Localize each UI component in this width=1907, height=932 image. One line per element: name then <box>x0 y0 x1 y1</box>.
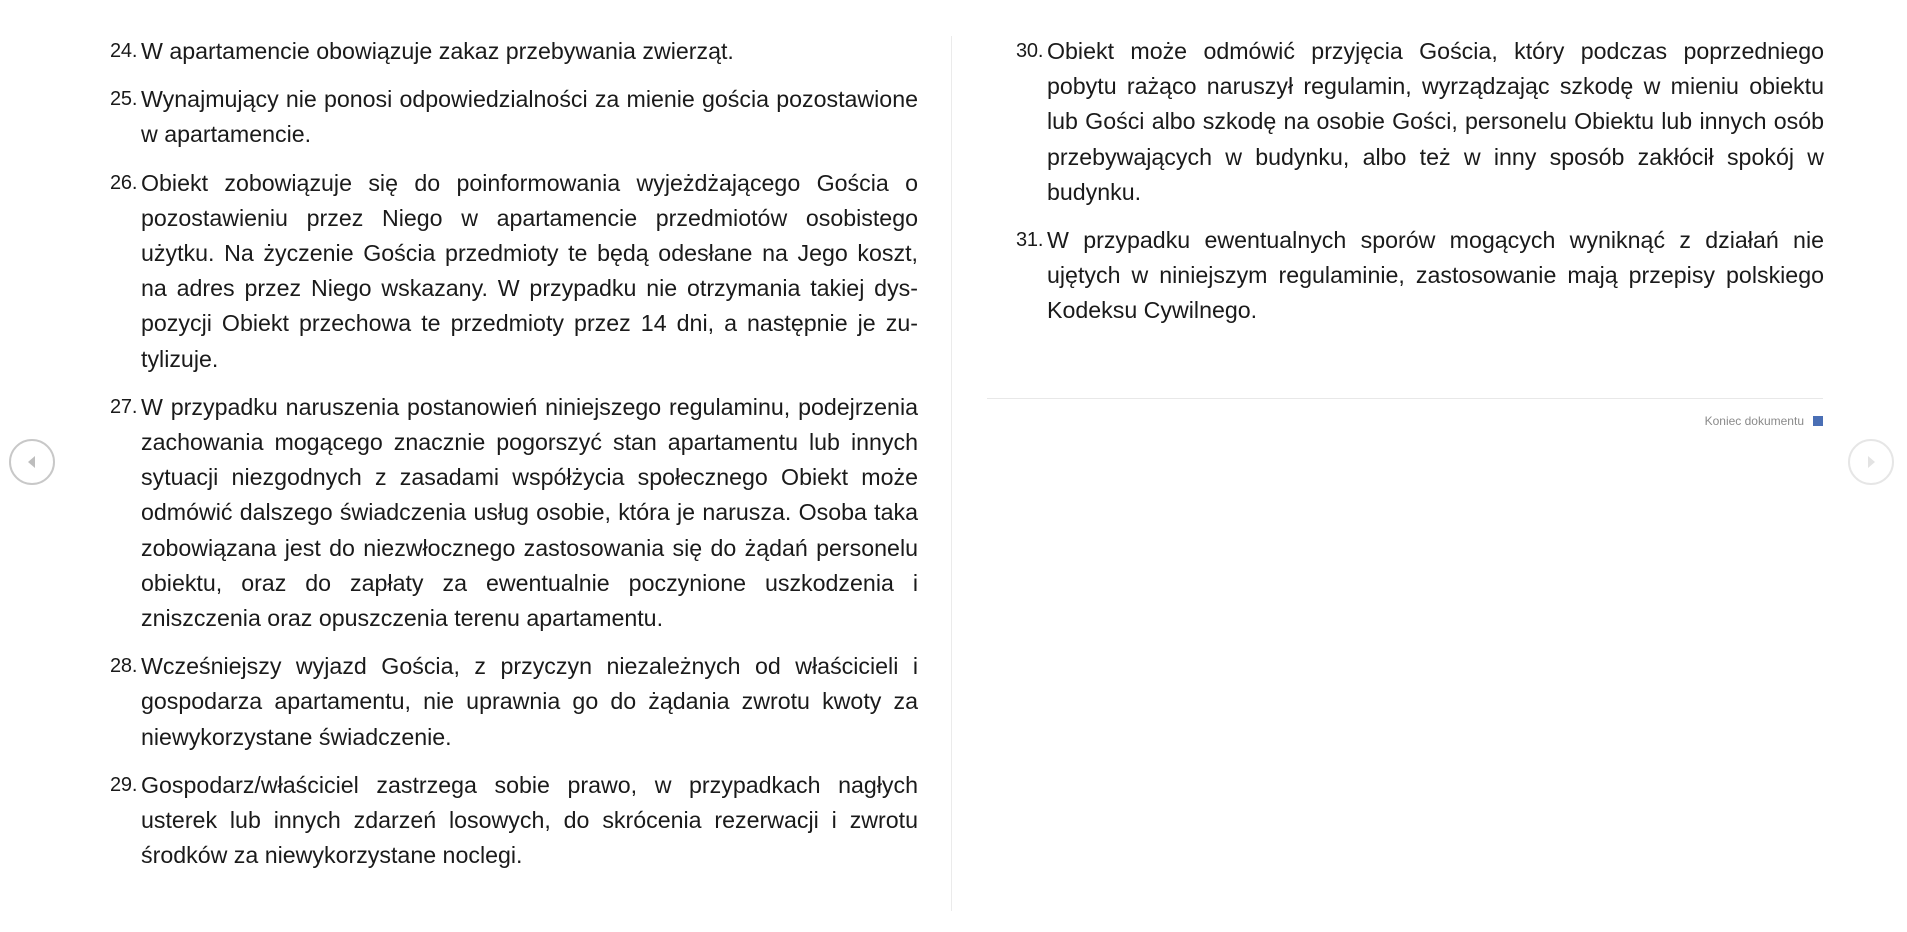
list-item <box>110 82 918 152</box>
list-item <box>110 166 918 377</box>
item-number: 28. <box>110 655 138 678</box>
item-number: 31. <box>1016 229 1044 252</box>
end-of-document-rule <box>987 398 1823 399</box>
left-column <box>110 34 918 886</box>
chevron-left-icon <box>22 452 42 472</box>
item-text: Gospodarz/właściciel zastrzega sobie prawo, w przypadkach nagłych usterek lub innych zdarzeń losowych, do skrócenia rezerwacji i zwrotu środków za niewykorzystane noclegi. <box>141 771 918 869</box>
end-of-document-label: Koniec dokumentu <box>1704 414 1804 428</box>
item-text: W apartamencie obowiązuje zakaz przebywania zwierząt. <box>141 38 734 64</box>
right-column <box>1016 34 1824 342</box>
item-text: W przypadku naruszenia postanowień niniejszego regulaminu, podejrzenia zachowania mogącego znacznie pogorszyć stan apartamentu lub innych sytuacji niezgodnych z zasadami współżycia społecznego Obiekt może odmówić dalszego świadczenia usług osobie, która je narusza. Osoba taka zobowiązana jest do niezwłocznego zastosowania się do żądań personelu obiektu, oraz do zapłaty za ewentualnie poczynione uszkodzenia i zniszczenia oraz opuszczenia terenu apartamentu. <box>141 393 918 632</box>
item-text: Obiekt może odmówić przyjęcia Gościa, który podczas poprzedniego pobytu rażąco naruszył regulamin, wyrządzając szkodę w mieniu obiektu lub Gości albo szkodę na osobie Gości, personelu Obiektu lub innych osób przebywających w budynku, albo też w inny sposób zakłócił spokój w budynku. <box>1047 38 1824 205</box>
item-number: 30. <box>1016 40 1044 62</box>
item-number: 27. <box>110 395 138 418</box>
end-of-document-marker <box>1705 414 1823 428</box>
rules-list-left <box>110 34 918 873</box>
item-text: Wynajmujący nie ponosi odpowiedzialności za mienie gościa pozostawione w apartamencie. <box>141 86 918 148</box>
list-item <box>1016 223 1824 329</box>
item-number: 25. <box>110 88 138 111</box>
end-square-icon <box>1813 416 1823 426</box>
next-page-button[interactable] <box>1848 439 1894 485</box>
item-number: 26. <box>110 171 138 194</box>
list-item <box>1016 34 1824 210</box>
item-text: Obiekt zobowiązuje się do poinformowania wyjeżdżającego Gościa o pozostawieniu przez Niego w apartamencie przedmiotów osobistego użytku. Na życzenie Gościa przedmioty te będą odesłane na Jego koszt, na adres przez Niego wskazany. W przypadku nie otrzymania takiej dyspozycji Obiekt przechowa te przedmioty przez 14 dni, a następnie je zutylizuje. <box>141 169 918 372</box>
item-number: 24. <box>110 40 138 62</box>
chevron-right-icon <box>1861 452 1881 472</box>
item-text: Wcześniejszy wyjazd Gościa, z przyczyn niezależnych od właścicieli i gospodarza apartamentu, nie uprawnia go do żądania zwrotu kwoty za niewykorzystane świadczenie. <box>141 653 918 750</box>
list-item <box>110 768 918 874</box>
rules-list-right <box>1016 34 1824 329</box>
previous-page-button[interactable] <box>9 439 55 485</box>
list-item <box>110 649 918 755</box>
list-item <box>110 390 918 636</box>
item-number: 29. <box>110 773 138 796</box>
list-item <box>110 34 918 69</box>
item-text: W przypadku ewentualnych sporów mogących wyniknąć z działań nie ujętych w niniejszym regulaminie, zastosowanie mają przepisy polskiego Kodeksu Cywilnego. <box>1047 227 1824 324</box>
column-divider <box>951 36 952 911</box>
